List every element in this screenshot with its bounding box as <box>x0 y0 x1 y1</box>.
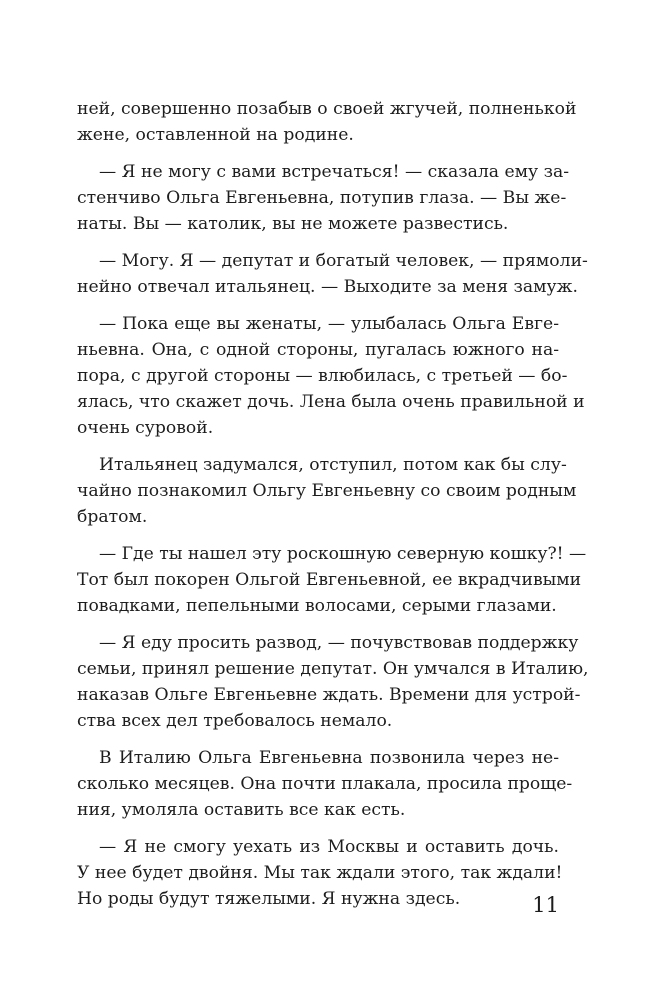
paragraph-gap <box>77 530 559 541</box>
paragraph-gap <box>77 619 559 630</box>
text-line: очень суровой. <box>77 418 214 438</box>
text-line: пора, с другой стороны — влюбилась, с третьей — бо- <box>77 366 568 386</box>
text-line: жене, оставленной на родине. <box>77 125 354 145</box>
text-line: — Где ты нашел эту роскошную северную кошку?! — <box>99 544 587 564</box>
paragraph-gap <box>77 237 559 248</box>
text-line: братом. <box>77 507 148 527</box>
text-line: сколько месяцев. Она почти плакала, просила проще- <box>77 774 573 794</box>
paragraph-gap <box>77 823 559 834</box>
text-line: — Я не смогу уехать из Москвы и оставить дочь. <box>99 837 559 857</box>
text-line: В Италию Ольга Евгеньевна позвонила через не- <box>99 748 559 768</box>
text-line: чайно познакомил Ольгу Евгеньевну со своим родным <box>77 481 577 501</box>
text-line: Тот был покорен Ольгой Евгеньевной, ее вкрадчивыми <box>77 570 582 590</box>
text-line: ялась, что скажет дочь. Лена была очень правильной и <box>77 392 585 412</box>
paragraph-gap <box>77 300 559 311</box>
text-line: стенчиво Ольга Евгеньевна, потупив глаза. — Вы же- <box>77 188 567 208</box>
paragraph <box>77 834 563 912</box>
text-line: У нее будет двойня. Мы так ждали этого, так ждали! <box>77 863 563 883</box>
text-line: ства всех дел требовалось немало. <box>77 711 393 731</box>
text-line: наты. Вы — католик, вы не можете развестись. <box>77 214 509 234</box>
text-line: — Пока еще вы женаты, — улыбалась Ольга Евге- <box>99 314 559 334</box>
paragraph <box>77 452 577 530</box>
text-line: ньевна. Она, с одной стороны, пугалась южного на- <box>77 340 559 360</box>
paragraph-gap <box>77 441 559 452</box>
text-line: Но роды будут тяжелыми. Я нужна здесь. <box>77 889 461 909</box>
text-line: ния, умоляла оставить все как есть. <box>77 800 406 820</box>
paragraph <box>77 311 585 441</box>
paragraph <box>77 745 573 823</box>
paragraph <box>77 630 589 734</box>
paragraph <box>77 541 587 619</box>
text-line: — Я не могу с вами встречаться! — сказала ему за- <box>99 162 570 182</box>
text-line: — Могу. Я — депутат и богатый человек, — прямоли- <box>99 251 588 271</box>
page-number: 11 <box>532 893 559 917</box>
book-page-text <box>77 96 589 912</box>
paragraph-gap <box>77 734 559 745</box>
paragraph <box>77 159 570 237</box>
paragraph <box>77 248 588 300</box>
text-line: — Я еду просить развод, — почувствовав поддержку <box>99 633 579 653</box>
text-line: семьи, принял решение депутат. Он умчался в Италию, <box>77 659 589 679</box>
text-line: ней, совершенно позабыв о своей жгучей, полненькой <box>77 99 577 119</box>
text-line: наказав Ольге Евгеньевне ждать. Времени для устрой- <box>77 685 581 705</box>
paragraph-gap <box>77 148 559 159</box>
text-line: нейно отвечал итальянец. — Выходите за меня замуж. <box>77 277 578 297</box>
text-line: повадками, пепельными волосами, серыми глазами. <box>77 596 557 616</box>
paragraph <box>77 96 577 148</box>
text-line: Итальянец задумался, отступил, потом как бы слу- <box>99 455 567 475</box>
